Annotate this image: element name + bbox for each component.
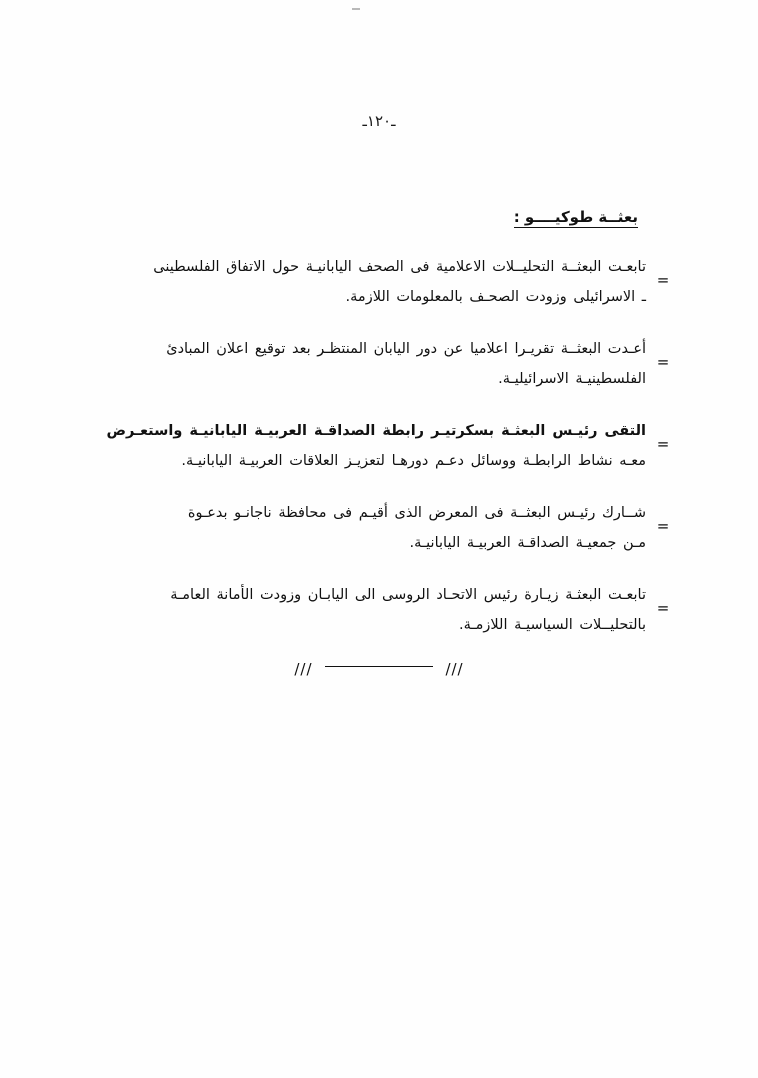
list-item-bullet: = [656, 435, 670, 453]
list-item-line: الفلسطينيـة الاسرائيليـة. [498, 371, 646, 387]
list-item-line: شــارك رئيـس البعثــة فى المعرض الذى أقيـم فى محافظة ناجانـو بدعـوة [187, 505, 646, 521]
list-item [78, 334, 680, 394]
list-item [78, 252, 680, 312]
footer-right-slashes: /// [445, 660, 464, 678]
page-number: ـ١٢٠ـ [362, 112, 396, 130]
list-item-line: التقى رئيـس البعثـة بسكرتيـر رابطة الصداقـة العربيـة اليابانيـة واستعـرض [106, 423, 646, 439]
list-item-line: معـه نشاط الرابطـة ووسائل دعـم دورهـا لتعزيـز العلاقات العربيـة اليابانيـة. [181, 453, 646, 469]
list-item-text [78, 498, 646, 558]
list-item-line: تابعـت البعثـة زيـارة رئيس الاتحـاد الروسى الى اليابـان وزودت الأمانة العامـة [170, 587, 646, 603]
list-item-line: ـ الاسرائيلى وزودت الصحـف بالمعلومات اللازمة. [345, 289, 646, 305]
list-item-bullet: = [656, 271, 670, 289]
list-item [78, 498, 680, 558]
list-item [78, 416, 680, 476]
list-item-bullet: = [656, 599, 670, 617]
footer-left-slashes: /// [294, 660, 313, 678]
scan-artifact-tick [352, 8, 360, 10]
list-item-line: تابعـت البعثــة التحليــلات الاعلامية فى الصحف اليابانيـة حول الاتفاق الفلسطينى [153, 259, 646, 275]
list-item-line: أعـدت البعثــة تقريـرا اعلاميا عن دور اليابان المنتظـر بعد توقيع اعلان المبادئ [166, 341, 646, 357]
list-item-bullet: = [656, 353, 670, 371]
list-item-line: مـن جمعيـة الصداقـة العربيـة اليابانيـة. [409, 535, 646, 551]
list-item-text [78, 334, 646, 394]
list-item-bullet: = [656, 517, 670, 535]
footer-divider [0, 660, 758, 678]
section-heading-text: بعثــة طوكيــــو : [513, 208, 638, 226]
list-item-text [78, 252, 646, 312]
list-item-text [78, 416, 646, 476]
section-heading [514, 208, 638, 228]
mission-activities-list [78, 252, 680, 662]
list-item [78, 580, 680, 640]
footer-dash [325, 666, 433, 667]
list-item-line: بالتحليــلات السياسيـة اللازمـة. [458, 617, 646, 633]
list-item-text [78, 580, 646, 640]
